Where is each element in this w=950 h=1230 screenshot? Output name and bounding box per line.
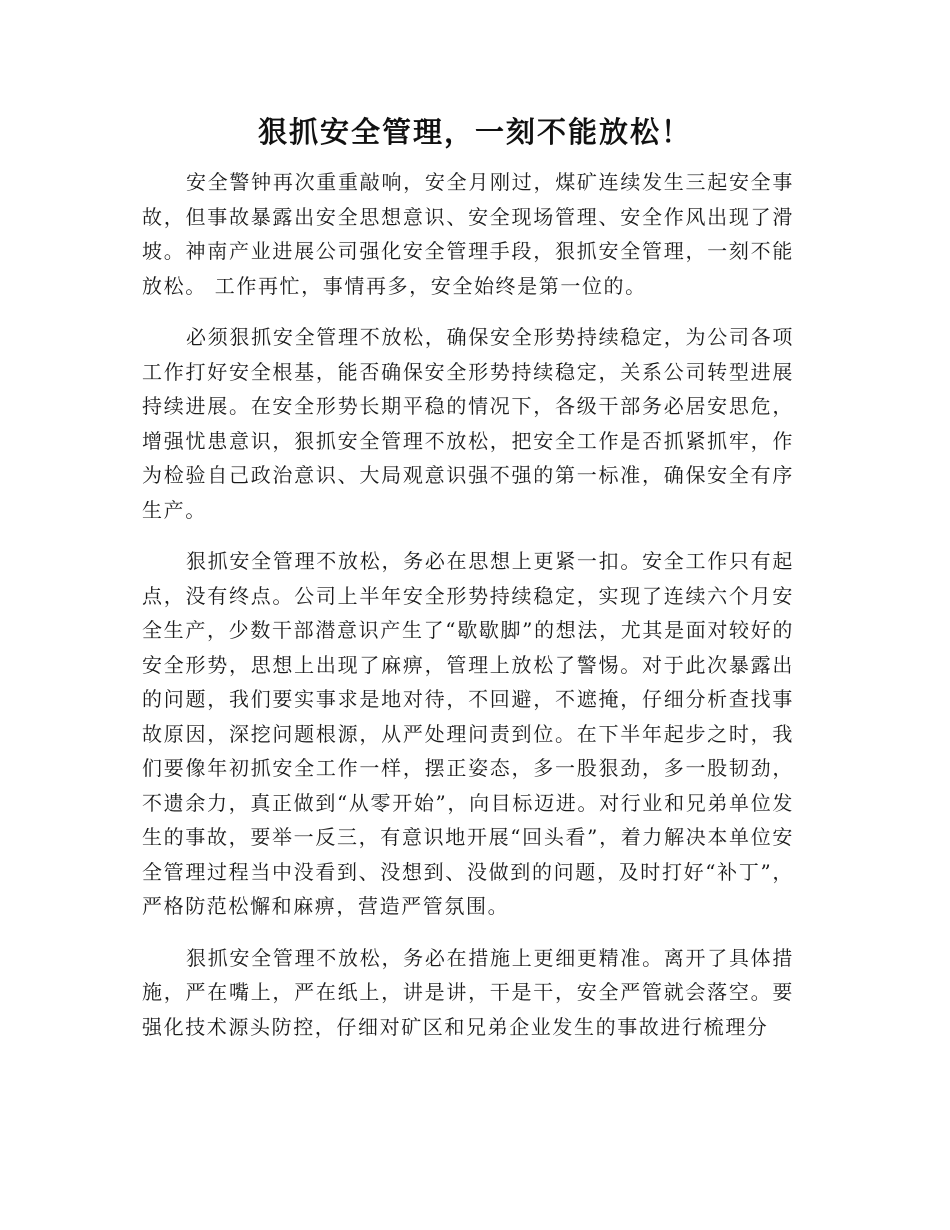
paragraph: 狠抓安全管理不放松，务必在思想上更紧一扣。安全工作只有起点，没有终点。公司上半年安全形势持续稳定，实现了连续六个月安全生产，少数干部潜意识产生了“歇歇脚”的想法，尤其是面对较好的安全形势，思想上出现了麻痹，管理上放松了警惕。对于此次暴露出的问题，我们要实事求是地对待，不回避，不遮掩，仔细分析查找事故原因，深挖问题根源，从严处理问责到位。在下半年起步之时，我们要像年初抓安全工作一样，摆正姿态，多一股狠劲，多一股韧劲，不遗余力，真正做到“从零开始”，向目标迈进。对行业和兄弟单位发生的事故，要举一反三，有意识地开展“回头看”，着力解决本单位安全管理过程当中没看到、没想到、没做到的问题，及时打好“补丁”，严格防范松懈和麻痹，营造严管氛围。: [142, 549, 794, 918]
paragraph: 安全警钟再次重重敲响，安全月刚过，煤矿连续发生三起安全事故，但事故暴露出安全思想意识、安全现场管理、安全作风出现了滑坡。神南产业进展公司强化安全管理手段，狠抓安全管理，一刻不能放松。 工作再忙，事情再多，安全始终是第一位的。: [142, 170, 794, 298]
document-body: [142, 165, 794, 1061]
paragraph: 必须狠抓安全管理不放松，确保安全形势持续稳定，为公司各项工作打好安全根基，能否确保安全形势持续稳定，关系公司转型进展持续进展。在安全形势长期平稳的情况下，各级干部务必居安思危，增强忧患意识，狠抓安全管理不放松，把安全工作是否抓紧抓牢，作为检验自己政治意识、大局观意识强不强的第一标准，确保安全有序生产。: [142, 325, 794, 522]
paragraph: 狠抓安全管理不放松，务必在措施上更细更精准。离开了具体措施，严在嘴上，严在纸上，讲是讲，干是干，安全严管就会落空。要强化技术源头防控，仔细对矿区和兄弟企业发生的事故进行梳理分: [142, 945, 794, 1039]
document-title: 狠抓安全管理，一刻不能放松！: [257, 115, 692, 149]
